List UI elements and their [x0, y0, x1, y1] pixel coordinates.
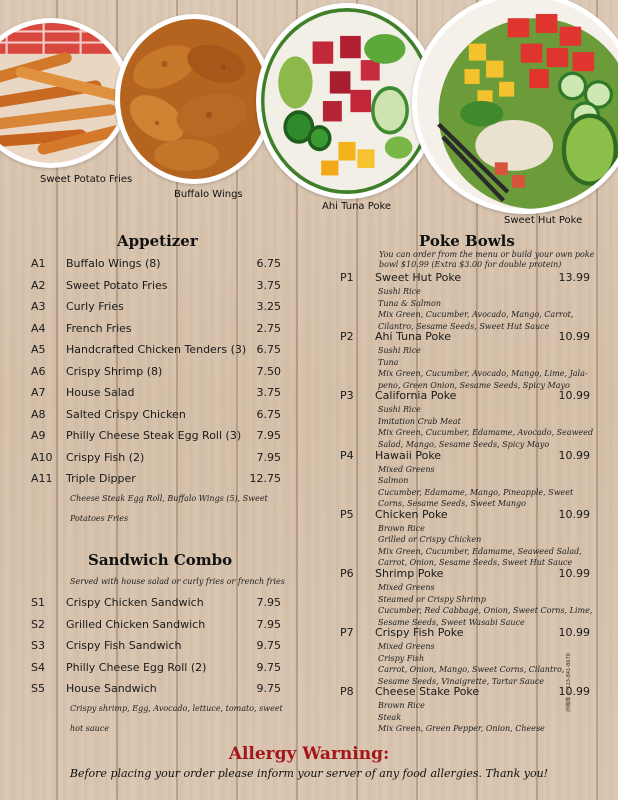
item-description: Cucumber, Edamame, Mango, Pineapple, Sweet — [378, 487, 574, 497]
item-description: Sesame Seeds, Vinaigrette, Tartar Sauce — [378, 676, 545, 686]
appetizer-title: Appetizer — [117, 232, 198, 250]
item-price: 10.99 — [558, 626, 590, 640]
item-code: P3 — [340, 389, 354, 403]
poke-intro: bowl $10.99 (Extra $3.00 for double protein) — [379, 260, 562, 269]
item-name: Ahi Tuna Poke — [375, 330, 451, 344]
poke-item-row — [340, 567, 590, 581]
item-code: A7 — [31, 386, 46, 399]
item-price: 7.50 — [256, 364, 281, 378]
item-code: S3 — [31, 639, 45, 652]
poke-item-row — [340, 626, 590, 640]
item-code: P8 — [340, 685, 354, 699]
menu-item-row — [31, 682, 281, 698]
item-code: S4 — [31, 660, 45, 674]
item-price: 6.75 — [256, 343, 281, 356]
item-price: 9.75 — [256, 639, 281, 652]
item-price: 13.99 — [558, 271, 590, 284]
item-code: S2 — [31, 617, 45, 631]
buffalo-wings-photo — [115, 14, 273, 184]
item-name: California Poke — [375, 389, 457, 403]
item-code: P1 — [340, 271, 354, 284]
item-description: Mix Green, Cucumber, Avocado, Mango, Lime, Jala- — [378, 369, 588, 379]
menu-item-row — [31, 596, 281, 612]
item-name: Curly Fries — [66, 300, 124, 313]
photo-label: Buffalo Wings — [174, 189, 243, 200]
item-name: Hawaii Poke — [375, 448, 442, 462]
item-name: Handcrafted Chicken Tenders (3) — [66, 343, 247, 356]
item-description: Tuna — [378, 357, 399, 367]
item-name: Salted Crispy Chicken — [66, 407, 186, 421]
item-code: P6 — [340, 567, 354, 580]
item-description: Imitation Crab Meat — [378, 416, 461, 426]
item-description: Cilantro, Sesame Seeds, Sweet Hut Sauce — [378, 321, 550, 331]
item-name: Crispy Fish (2) — [66, 450, 145, 464]
item-code: A3 — [31, 300, 46, 313]
item-price: 12.75 — [249, 472, 281, 485]
item-description: Mix Green, Cucumber, Edamame, Avocado, Seaweed — [378, 428, 594, 438]
item-description: Carrot, Onion, Sesame Seeds, Sweet Hut Sauce — [378, 558, 573, 568]
item-name: Sweet Hut Poke — [375, 271, 462, 284]
item-description: Mixed Greens — [378, 583, 435, 592]
triple-dipper-note: Potatoes Fries — [70, 514, 129, 523]
menu-item-row — [31, 343, 281, 359]
item-description: peno, Green Onion, Sesame Seeds, Spicy Mayo — [378, 380, 570, 390]
allergy-text: Before placing your order please inform your server of any food allergies. Thank you! — [69, 767, 549, 780]
poke-item-row — [340, 330, 590, 344]
poke-item-row — [340, 508, 590, 522]
item-description: Sushi Rice — [378, 405, 421, 415]
item-description: Salad, Mango, Sesame Seeds, Spicy Mayo — [378, 439, 550, 449]
item-code: P4 — [340, 448, 354, 462]
item-price: 3.25 — [256, 300, 281, 313]
menu-item-row — [31, 618, 281, 634]
triple-dipper-note: Cheese Steak Egg Roll, Buffalo Wings (5), Sweet — [70, 494, 268, 503]
menu-item-row — [31, 300, 281, 316]
item-description: Steamed or Crispy Shrimp — [378, 594, 486, 604]
menu-item-row — [31, 365, 281, 381]
item-description: Mix Green, Cucumber, Edamame, Seaweed Salad, — [378, 546, 582, 556]
item-price: 10.99 — [558, 567, 590, 580]
item-code: A10 — [31, 450, 53, 464]
menu-item-row — [31, 279, 281, 295]
item-code: P7 — [340, 626, 354, 640]
item-price: 7.95 — [256, 596, 281, 609]
item-name: Cheese Stake Poke — [375, 685, 480, 699]
item-description: Salmon — [378, 476, 409, 486]
item-name: French Fries — [66, 321, 132, 335]
item-price: 7.95 — [256, 450, 281, 464]
sandwich-title: Sandwich Combo — [88, 551, 233, 569]
item-price: 3.75 — [256, 278, 281, 292]
item-description: Carrot, Onion, Mango, Sweet Corns, Cilantro, — [378, 665, 565, 675]
item-price: 3.75 — [256, 386, 281, 399]
item-price: 6.75 — [256, 407, 281, 421]
sweet-hut-poke-photo — [412, 0, 618, 214]
item-name: Philly Cheese Steak Egg Roll (3) — [66, 429, 242, 442]
sandwich-note: Served with house salad or curly fries or french fries — [70, 577, 285, 586]
photo-label: Sweet Potato Fries — [40, 174, 133, 185]
item-description: Mix Green, Green Pepper, Onion, Cheese — [378, 724, 545, 734]
poke-intro: You can order from the menu or build your own poke — [379, 250, 595, 259]
side-code: 满蝴蝶 ©-123-841-8670 — [566, 653, 572, 712]
item-code: P5 — [340, 507, 354, 521]
item-code: A11 — [31, 472, 53, 485]
menu-item-row — [31, 257, 281, 273]
poke-item-row — [340, 271, 590, 285]
item-description: Brown Rice — [378, 701, 425, 711]
item-price: 2.75 — [256, 321, 281, 335]
menu-item-row — [31, 472, 281, 488]
item-name: Philly Cheese Egg Roll (2) — [66, 660, 207, 674]
item-code: A2 — [31, 278, 46, 292]
item-code: S5 — [31, 682, 45, 695]
item-price: 7.95 — [256, 429, 281, 442]
menu-item-row — [31, 639, 281, 655]
menu-item-row — [31, 322, 281, 338]
item-price: 9.75 — [256, 682, 281, 695]
item-price: 10.99 — [558, 330, 590, 344]
item-code: A5 — [31, 343, 46, 356]
item-description: Crispy Fish — [378, 653, 425, 663]
item-name: Crispy Chicken Sandwich — [66, 596, 204, 609]
item-description: Brown Rice — [378, 523, 425, 533]
item-name: Crispy Fish Sandwich — [66, 639, 182, 652]
item-price: 6.75 — [256, 257, 281, 270]
item-description: Mixed Greens — [378, 464, 435, 474]
item-price: 10.99 — [558, 507, 590, 521]
item-code: A4 — [31, 321, 46, 335]
item-description: Sushi Rice — [378, 346, 421, 356]
item-description: Grilled or Crispy Chicken — [378, 535, 482, 545]
item-description: Corns, Sesame Seeds, Sweet Mango — [378, 499, 526, 509]
item-code: A8 — [31, 407, 46, 421]
poke-item-row — [340, 389, 590, 403]
menu-item-row — [31, 408, 281, 424]
item-description: Steak — [378, 712, 402, 722]
item-description: Cucumber, Red Cabbage, Onion, Sweet Corns, Lime, — [378, 606, 593, 615]
item-description: Sesame Seeds, Sweet Wasabi Sauce — [378, 617, 525, 627]
item-description: Sushi Rice — [378, 287, 421, 296]
item-name: Grilled Chicken Sandwich — [66, 617, 206, 631]
item-name: House Sandwich — [66, 682, 157, 695]
item-code: A1 — [31, 257, 46, 270]
item-price: 7.95 — [256, 617, 281, 631]
item-name: Crispy Fish Poke — [375, 626, 464, 640]
item-description: Mixed Greens — [378, 642, 435, 652]
sweet-potato-fries-photo — [0, 18, 130, 168]
item-name: Crispy Shrimp (8) — [66, 364, 163, 378]
item-description: Tuna & Salmon — [378, 298, 441, 308]
item-price: 10.99 — [558, 685, 590, 699]
item-price: 9.75 — [256, 660, 281, 674]
menu-item-row — [31, 386, 281, 402]
item-code: P2 — [340, 330, 354, 344]
photo-label: Ahi Tuna Poke — [322, 201, 392, 212]
item-code: S1 — [31, 596, 45, 609]
item-name: Triple Dipper — [66, 472, 136, 485]
house-sandwich-note: Crispy shrimp, Egg, Avocado, lettuce, tomato, sweet — [70, 704, 283, 713]
item-price: 10.99 — [558, 389, 590, 403]
photo-label: Sweet Hut Poke — [504, 215, 583, 226]
menu-item-row — [31, 429, 281, 445]
item-name: House Salad — [66, 386, 135, 399]
item-description: Mix Green, Cucumber, Avocado, Mango, Carrot, — [378, 310, 574, 319]
item-price: 10.99 — [558, 448, 590, 462]
menu-item-row — [31, 661, 281, 677]
item-name: Shrimp Poke — [375, 567, 444, 580]
house-sandwich-note: hot sauce — [70, 724, 109, 733]
allergy-title: Allergy Warning: — [228, 744, 390, 764]
poke-title: Poke Bowls — [419, 232, 515, 250]
poke-item-row — [340, 449, 590, 463]
item-name: Sweet Potato Fries — [66, 278, 168, 292]
item-code: A9 — [31, 429, 46, 442]
poke-item-row — [340, 685, 590, 699]
item-code: A6 — [31, 364, 46, 378]
item-name: Buffalo Wings (8) — [66, 257, 161, 270]
menu-item-row — [31, 451, 281, 467]
item-name: Chicken Poke — [375, 507, 448, 521]
ahi-tuna-poke-photo — [256, 3, 438, 199]
